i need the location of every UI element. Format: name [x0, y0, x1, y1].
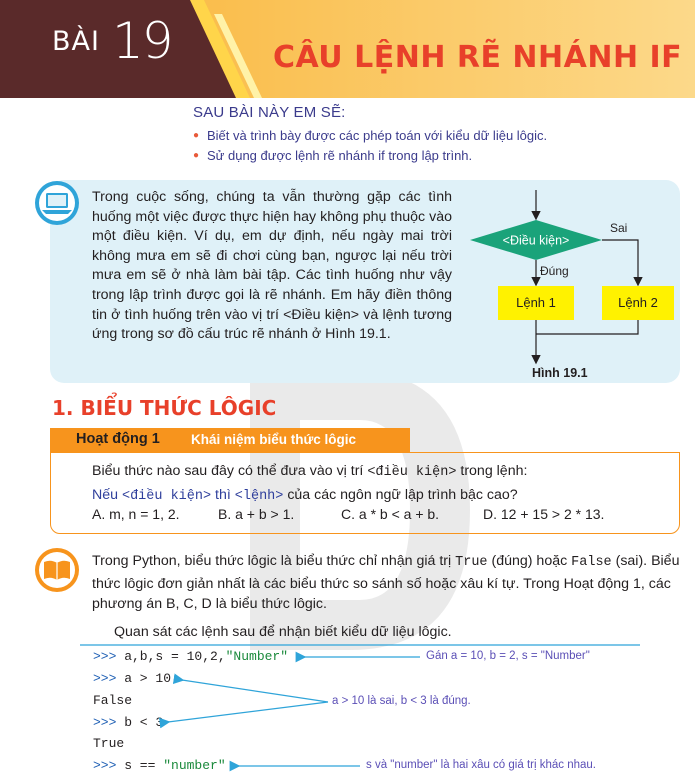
statement-1-label: Lệnh 1: [516, 295, 556, 310]
annotation-string: s và "number" là hai xâu có giá trị khác nhau.: [366, 759, 596, 771]
code-output: True: [93, 736, 125, 751]
note-text: Trong Python, biểu thức lôgic là biểu thức chỉ nhận giá trị: [92, 553, 456, 569]
question-text: Biểu thức nào sau đây có thể đưa vào vị trí: [92, 463, 368, 479]
intro-paragraph: Trong cuộc sống, chúng ta vẫn thường gặp các tình huống một việc được thực hiện hay không phụ thuộc vào một điều kiện. Ví dụ, em dự định, nếu ngày mai trời không mưa em sẽ đi chơi cùng bạn, ngược lại nếu trời mưa em sẽ ở nhà làm bài tập. Các tình huống như vậy trong lập trình được gọi là rẽ nhánh. Em hãy điền thông tin ở tình huống trên vào vị trí <Điều kiện> và lệnh tương ứng trong sơ đồ cấu trúc rẽ nhánh ở Hình 19.1.: [92, 189, 452, 343]
question-text: trong lệnh:: [456, 463, 528, 479]
keyword-if: Nếu: [92, 487, 122, 503]
annotation-compare: a > 10 là sai, b < 3 là đúng.: [332, 695, 471, 707]
condition-label: <Điều kiện>: [502, 233, 570, 248]
lesson-word: BÀI: [52, 26, 100, 57]
activity-name: Khái niệm biểu thức lôgic: [191, 432, 357, 447]
code-line: >>> b < 3: [93, 715, 164, 730]
condition-code: <điều kiện>: [121, 489, 212, 504]
code-line: >>> s == "number": [93, 758, 226, 773]
objective-item: ● Biết và trình bày được các phép toán với kiểu dữ liệu lôgic.: [193, 126, 547, 146]
annotation-assign: Gán a = 10, b = 2, s = "Number": [426, 650, 590, 662]
statement-2-label: Lệnh 2: [618, 295, 658, 310]
code-line: >>> a,b,s = 10,2,"Number": [93, 649, 289, 664]
condition-code: <điều kiện>: [367, 465, 457, 480]
lesson-title: CÂU LỆNH RẼ NHÁNH IF: [273, 40, 683, 75]
question-text: của các ngôn ngữ lập trình bậc cao?: [283, 487, 518, 503]
option-b: B. a + b > 1.: [218, 506, 295, 522]
activity-label: Hoạt động 1: [76, 431, 160, 447]
no-label: Sai: [610, 221, 628, 235]
false-keyword: False: [571, 555, 612, 570]
option-a: A. m, n = 1, 2.: [92, 506, 180, 522]
figure-caption: Hình 19.1: [532, 366, 588, 380]
statement-code: <lệnh>: [234, 489, 284, 504]
arrow-lt: [168, 702, 328, 722]
objectives-heading: SAU BÀI NÀY EM SẼ:: [193, 104, 346, 121]
note-text: (đúng) hoặc: [487, 553, 572, 569]
objective-item: ● Sử dụng được lệnh rẽ nhánh if trong lập trình.: [193, 146, 547, 166]
observe-instruction: Quan sát các lệnh sau để nhận biết kiểu dữ liệu lôgic.: [114, 624, 452, 640]
arrow-gt: [182, 680, 328, 702]
section-title: 1. BIỂU THỨC LÔGIC: [52, 396, 277, 420]
option-d: D. 12 + 15 > 2 * 13.: [483, 506, 605, 522]
note-text: (sai). Biểu thức lôgic đơn giản nhất là các biểu thức so sánh số hoặc xâu kí tự. Trong Hoạt động 1, các phương án B, C, D là biểu thức lôgic.: [92, 553, 680, 612]
yes-label: Đúng: [540, 264, 569, 278]
keyword-then: thì: [211, 487, 235, 503]
true-keyword: True: [455, 555, 488, 570]
code-line: >>> a > 10: [93, 671, 172, 686]
option-c: C. a * b < a + b.: [341, 506, 440, 522]
lesson-number: 19: [112, 12, 172, 70]
code-output: False: [93, 693, 133, 708]
